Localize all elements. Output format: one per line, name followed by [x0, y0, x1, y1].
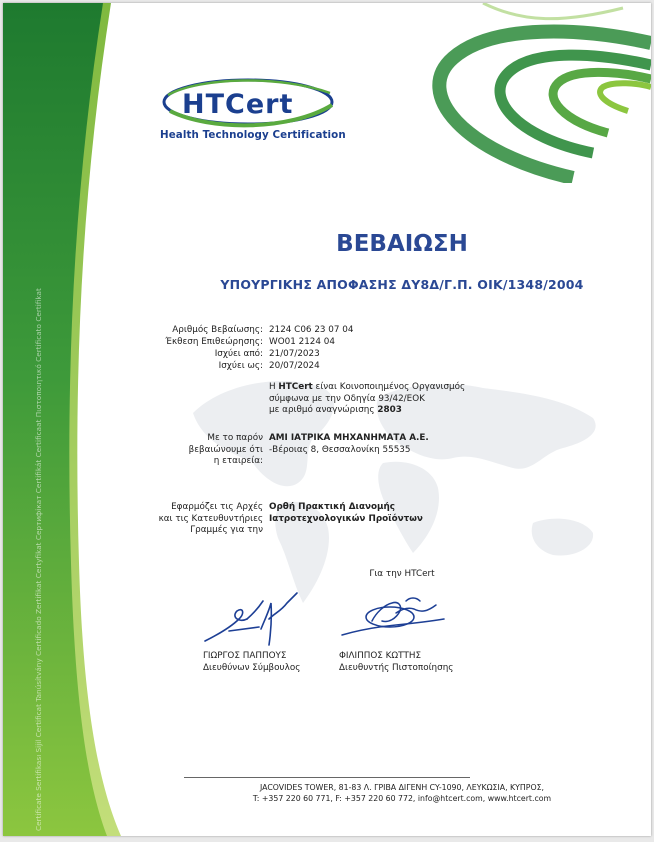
- field-label: Ισχύει ως:: [218, 361, 263, 371]
- scope-value: Ορθή Πρακτική Διανομής Ιατροτεχνολογικών Προϊόντων: [269, 502, 423, 524]
- footer-divider: [184, 777, 470, 778]
- htcert-logo: [160, 75, 346, 147]
- decorative-green-arcs: [423, 3, 651, 183]
- field-value: 21/07/2023: [269, 349, 320, 359]
- side-watermark-text: Certificate Sertifikası Sijil Certificat Tanúsítvány Certificado Zertifikat Certyfikat Сертифікат Certifikát Certificaat Πιστοποιητικό Certificato Certifikat: [34, 288, 43, 831]
- field-value: 2124 C06 23 07 04: [269, 325, 354, 335]
- logo-tagline: Health Technology Certification: [160, 129, 346, 141]
- field-value: WO01 2124 04: [269, 337, 335, 347]
- certificate-subtitle: ΥΠΟΥΡΓΙΚΗΣ ΑΠΟΦΑΣΗΣ ΔΥ8Δ/Γ.Π. ΟΙΚ/1348/2004: [220, 277, 584, 292]
- signatory-left: [203, 651, 300, 674]
- company-address: -Βέροιας 8, Θεσσαλονίκη 55535: [269, 444, 411, 455]
- field-label: Έκθεση Επιθεώρησης:: [165, 337, 263, 347]
- for-htcert-line: Για την HTCert: [369, 569, 435, 579]
- signatory-role: Διευθυντής Πιστοποίησης: [339, 662, 454, 673]
- scope-label: Εφαρμόζει τις Αρχές και τις Κατευθυντήριες Γραμμές για την: [158, 502, 263, 535]
- signatory-right: [339, 651, 453, 674]
- logo-brand: HTCert: [182, 89, 294, 120]
- field-label: Αριθμός Βεβαίωσης:: [172, 325, 263, 335]
- signature-right-icon: [336, 595, 448, 641]
- field-label: Ισχύει από:: [214, 349, 263, 359]
- company-name: ΑΜΙ ΙΑΤΡΙΚΑ ΜΗΧΑΝΗΜΑΤΑ Α.Ε.: [269, 433, 429, 443]
- notified-body-statement: Η HTCert είναι Κοινοποιημένος Οργανισμός σύμφωνα με την Οδηγία 93/42/ΕΟΚ με αριθμό αναγνώρισης 2803: [269, 382, 466, 415]
- company-details: [269, 433, 429, 456]
- certificate-title: ΒΕΒΑΙΩΣΗ: [336, 231, 468, 257]
- signature-left-icon: [199, 589, 299, 647]
- signatory-name: ΦΙΛΙΠΠΟΣ ΚΩΤΤΗΣ: [339, 651, 422, 661]
- footer-contact: T: +357 220 60 771, F: +357 220 60 772, info@htcert.com, www.htcert.com: [252, 794, 552, 803]
- signatory-name: ΓΙΩΡΓΟΣ ΠΑΠΠΟΥΣ: [203, 651, 287, 661]
- certificate-page: [3, 3, 651, 836]
- side-green-band: [3, 3, 143, 836]
- signatory-role: Διευθύνων Σύμβουλος: [203, 662, 301, 673]
- company-label: Με το παρόν βεβαιώνουμε ότι η εταιρεία:: [188, 433, 263, 466]
- field-value: 20/07/2024: [269, 361, 320, 371]
- footer-address: JACOVIDES TOWER, 81-83 Λ. ΓΡΙΒΑ ΔΙΓΕΝΗ CY-1090, ΛΕΥΚΩΣΙΑ, ΚΥΠΡΟΣ,: [259, 783, 545, 792]
